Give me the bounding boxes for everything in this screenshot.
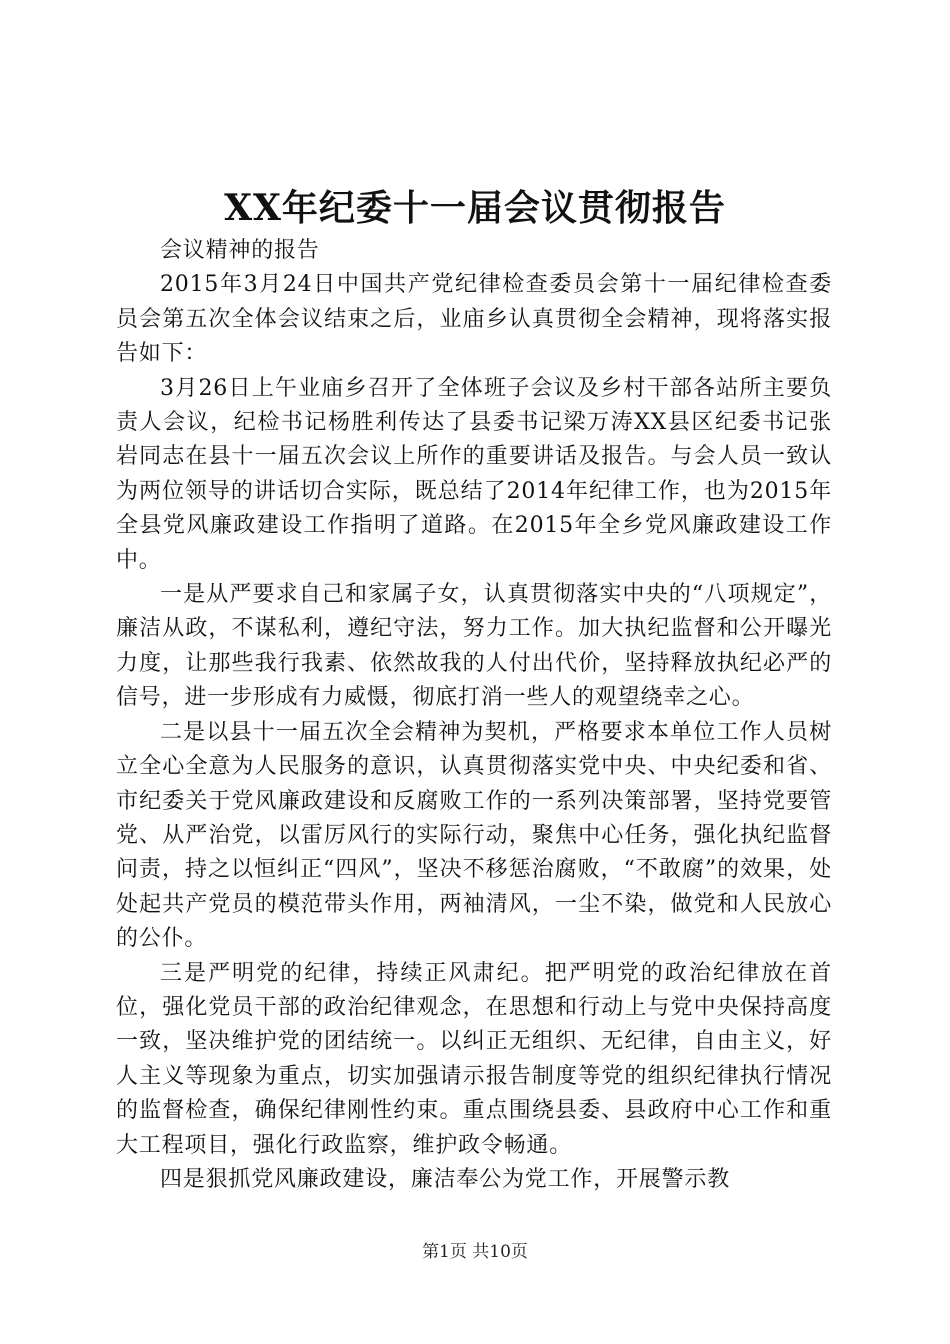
- paragraph-intro: 2015年3月24日中国共产党纪律检查委员会第十一届纪律检查委员会第五次全体会议结束之后，业庙乡认真贯彻全会精神，现将落实报告如下：: [116, 272, 832, 367]
- document-body: [116, 234, 832, 1197]
- paragraph-point-two: 二是以县十一届五次全会精神为契机，严格要求本单位工作人员树立全心全意为人民服务的意识，认真贯彻落实党中央、中央纪委和省、市纪委关于党风廉政建设和反腐败工作的一系列决策部署，坚持党要管党、从严治党，以雷厉风行的实际行动，聚焦中心任务，强化执纪监督问责，持之以恒纠正“四风”，坚决不移惩治腐败，“不敢腐”的效果，处处起共产党员的模范带头作用，两袖清风，一尘不染，做党和人民放心的公仆。: [116, 719, 832, 952]
- document-title: XX年纪委十一届会议贯彻报告: [224, 187, 726, 229]
- paragraph-point-four: 四是狠抓党风廉政建设，廉洁奉公为党工作，开展警示教: [160, 1166, 731, 1192]
- paragraph-point-three: 三是严明党的纪律，持续正风肃纪。把严明党的政治纪律放在首位，强化党员干部的政治纪律观念，在思想和行动上与党中央保持高度一致，坚决维护党的团结统一。以纠正无组织、无纪律，自由主义，好人主义等现象为重点，切实加强请示报告制度等党的组织纪律执行情况的监督检查，确保纪律刚性约束。重点围绕县委、县政府中心工作和重大工程项目，强化行政监察，维护政令畅通。: [116, 960, 832, 1158]
- paragraph-meeting: 3月26日上午业庙乡召开了全体班子会议及乡村干部各站所主要负责人会议，纪检书记杨胜利传达了县委书记梁万涛XX县区纪委书记张岩同志在县十一届五次会议上所作的重要讲话及报告。与会人员一致认为两位领导的讲话切合实际，既总结了2014年纪律工作，也为2015年全县党风廉政建设工作指明了道路。在2015年全乡党风廉政建设工作中。: [116, 375, 832, 573]
- page-number-footer: 第1页 共10页: [422, 1242, 528, 1262]
- paragraph-point-one: 一是从严要求自己和家属子女，认真贯彻落实中央的“八项规定”，廉洁从政，不谋私利，遵纪守法，努力工作。加大执纪监督和公开曝光力度，让那些我行我素、依然故我的人付出代价，坚持释放执纪必严的信号，进一步形成有力威慑，彻底打消一些人的观望绕幸之心。: [116, 582, 832, 711]
- paragraph-subtitle: 会议精神的报告: [160, 238, 320, 263]
